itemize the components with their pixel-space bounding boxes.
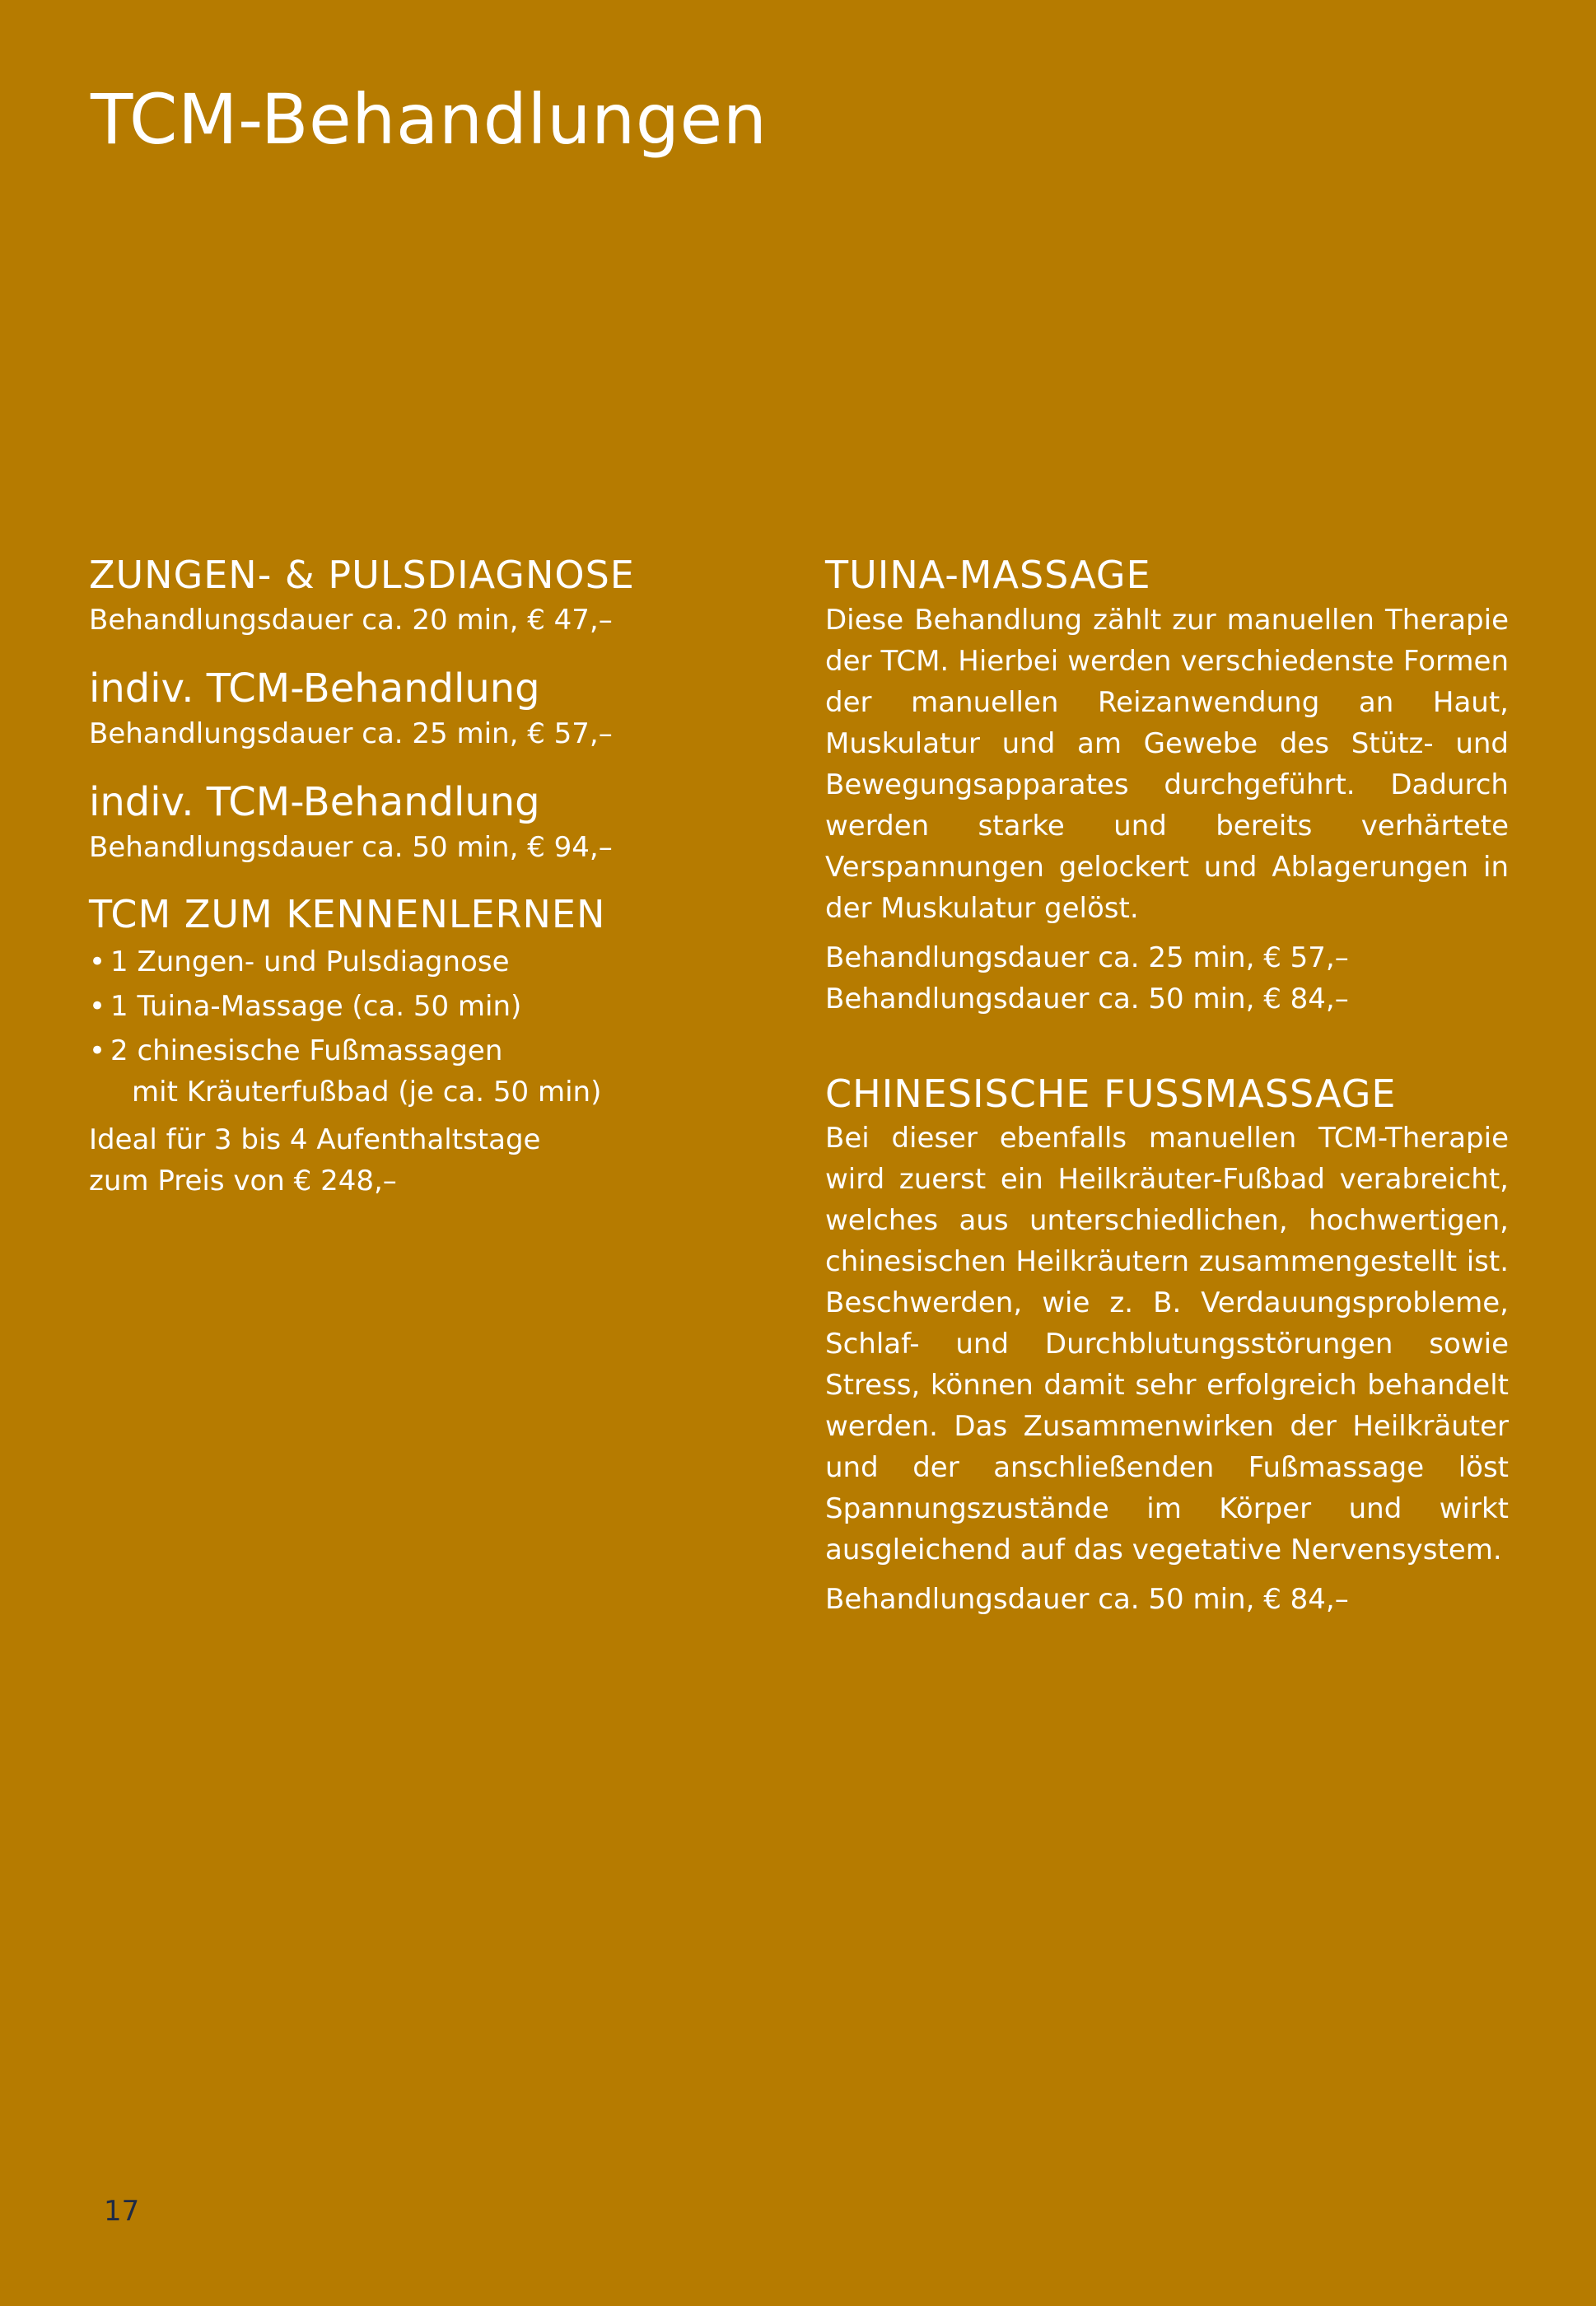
- right-column: [825, 552, 1509, 1620]
- price-line: zum Preis von € 248,–: [89, 1165, 397, 1197]
- bullet-icon: •: [89, 1034, 106, 1067]
- list-item: • 2 chinesische Fußmassagen mit Kräuterfußbad (je ca. 50 min): [89, 1030, 781, 1113]
- section-chinesische-fussmassage: [825, 1071, 1509, 1621]
- duration-price: Behandlungsdauer ca. 50 min, € 94,–: [89, 830, 613, 864]
- duration-price: Behandlungsdauer ca. 20 min, € 47,–: [89, 603, 613, 637]
- package-price-note: [89, 1119, 781, 1202]
- section-heading: TUINA-MASSAGE: [825, 553, 1151, 597]
- list-item: • 1 Zungen- und Pulsdiagnose: [89, 941, 781, 983]
- bullet-icon: •: [89, 990, 106, 1023]
- page-title: TCM-Behandlungen: [91, 79, 768, 160]
- list-item-continuation: mit Kräuterfußbad (je ca. 50 min): [132, 1076, 602, 1109]
- duration-list: [825, 1579, 1509, 1620]
- duration-price: Behandlungsdauer ca. 25 min, € 57,–: [89, 717, 613, 750]
- section-heading: indiv. TCM-Behandlung: [89, 778, 540, 825]
- page-number: 17: [104, 2195, 140, 2228]
- section-heading: indiv. TCM-Behandlung: [89, 665, 540, 712]
- package-list: [89, 941, 781, 1113]
- duration-price: Behandlungsdauer ca. 50 min, € 84,–: [825, 982, 1349, 1015]
- left-column: [89, 552, 781, 1231]
- section-heading: TCM ZUM KENNENLERNEN: [89, 891, 606, 936]
- ideal-line: Ideal für 3 bis 4 Aufenthaltstage: [89, 1123, 541, 1156]
- duration-price: Behandlungsdauer ca. 50 min, € 84,–: [825, 1583, 1349, 1616]
- section-indiv-behandlung-1: [89, 664, 781, 754]
- duration-price: Behandlungsdauer ca. 25 min, € 57,–: [825, 941, 1349, 974]
- section-heading: ZUNGEN- & PULSDIAGNOSE: [89, 553, 635, 597]
- section-heading: CHINESISCHE FUSSMASSAGE: [825, 1071, 1397, 1116]
- section-tuina-massage: [825, 552, 1509, 1020]
- duration-list: [825, 937, 1509, 1020]
- bullet-icon: •: [89, 945, 106, 978]
- section-indiv-behandlung-2: [89, 777, 781, 868]
- list-item: • 1 Tuina-Massage (ca. 50 min): [89, 986, 781, 1027]
- section-description: Diese Behandlung zählt zur manuellen Therapie der TCM. Hierbei werden verschiedenste Formen der manuellen Reizanwendung an Haut, Muskulatur und am Gewebe des Stütz- und Bewegungsapparates durchgeführt. Dadurch werden starke und bereits verhärtete Verspannungen gelockert und Ablagerungen in der Muskulatur gelöst.: [825, 603, 1509, 925]
- section-tcm-kennenlernen: [89, 891, 781, 1202]
- section-description: Bei dieser ebenfalls manuellen TCM-Therapie wird zuerst ein Heilkräuter-Fußbad verabreicht, welches aus unterschiedlichen, hochwertigen, chinesischen Heilkräutern zusammengestellt ist. Beschwerden, wie z. B. Verdauungsprobleme, Schlaf- und Durchblutungsstörungen sowie Stress, können damit sehr erfolgreich behandelt werden. Das Zusammenwirken der Heilkräuter und der anschließenden Fußmassage löst Spannungszustände im Körper und wirkt ausgleichend auf das vegetative Nervensystem.: [825, 1122, 1509, 1566]
- section-zungen-pulsdiagnose: [89, 552, 781, 641]
